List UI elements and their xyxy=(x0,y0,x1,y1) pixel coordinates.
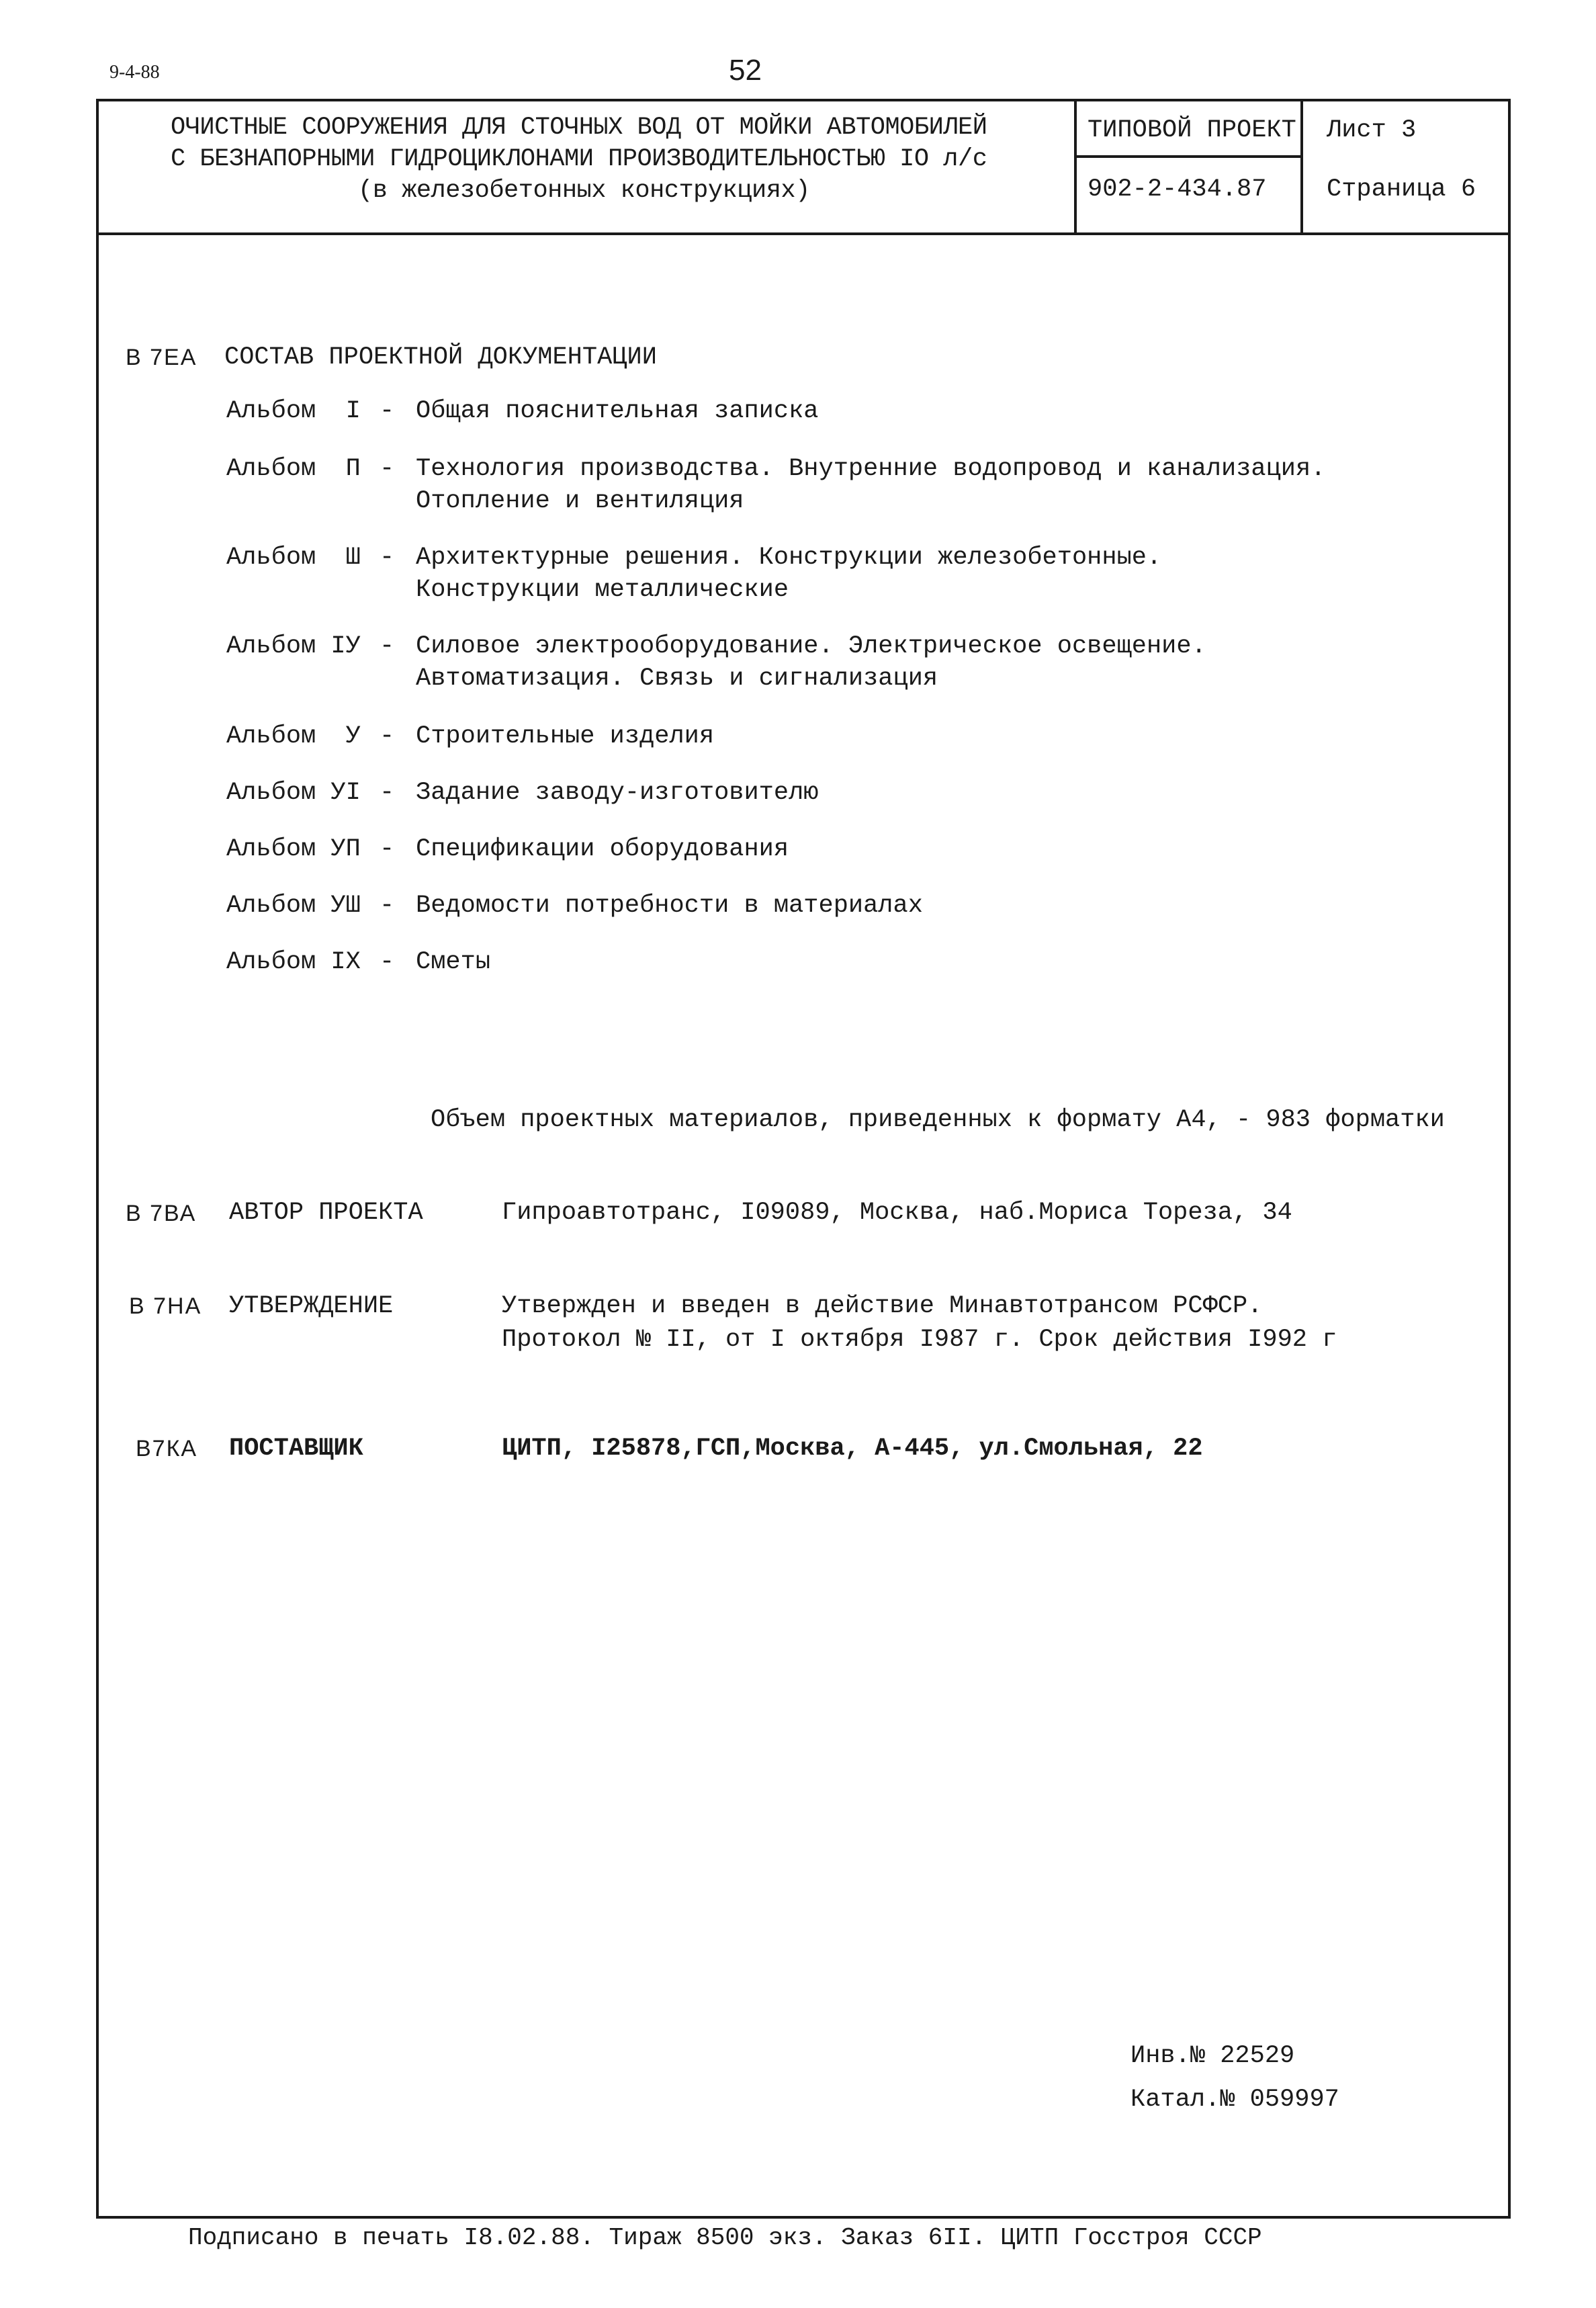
supplier-value: ЦИТП, I25878,ГСП,Москва, А-445, ул.Смольная, 22 xyxy=(502,1435,1203,1463)
title-block-divider-2 xyxy=(1300,101,1303,232)
album-description-line-1: Задание заводу-изготовителю xyxy=(416,779,819,807)
album-description-line-2: Отопление и вентиляция xyxy=(416,487,744,515)
album-description-line-1: Силовое электрооборудование. Электрическое освещение. xyxy=(416,632,1206,660)
album-dash: - xyxy=(380,779,395,807)
page-label: Страница 6 xyxy=(1327,175,1476,204)
title-block-divider-1 xyxy=(1074,101,1077,232)
print-footer: Подписано в печать I8.02.88. Тираж 8500 экз. Заказ 6II. ЦИТП Госстроя СССР xyxy=(188,2224,1262,2252)
album-name: Альбом Ш xyxy=(226,544,361,572)
album-dash: - xyxy=(380,632,395,660)
approval-code: В 7НА xyxy=(129,1293,202,1319)
album-description-line-1: Архитектурные решения. Конструкции железобетонные. xyxy=(416,544,1162,572)
album-description-line-1: Технология производства. Внутренние водопровод и канализация. xyxy=(416,455,1326,483)
album-description-line-1: Ведомости потребности в материалах xyxy=(416,892,923,920)
title-block-row-divider xyxy=(1074,155,1300,158)
album-name: Альбом УШ xyxy=(226,892,361,920)
album-name: Альбом УI xyxy=(226,779,361,807)
type-project-label: ТИПОВОЙ ПРОЕКТ xyxy=(1088,116,1296,144)
album-description-line-1: Общая пояснительная записка xyxy=(416,397,819,425)
album-name: Альбом П xyxy=(226,455,361,483)
sheet-number: Лист 3 xyxy=(1327,116,1417,144)
project-number: 902-2-434.87 xyxy=(1088,175,1267,204)
inventory-number: Инв.№ 22529 xyxy=(1130,2042,1295,2070)
album-description-line-2: Автоматизация. Связь и сигнализация xyxy=(416,665,938,693)
album-description-line-1: Строительные изделия xyxy=(416,722,715,751)
approval-line-1: Утвержден и введен в действие Минавтотрансом РСФСР. xyxy=(502,1292,1263,1320)
album-dash: - xyxy=(380,455,395,483)
album-dash: - xyxy=(380,397,395,425)
composition-heading: СОСТАВ ПРОЕКТНОЙ ДОКУМЕНТАЦИИ xyxy=(224,343,657,372)
volume-note: Объем проектных материалов, приведенных к формату А4, - 983 форматки xyxy=(431,1106,1445,1134)
album-name: Альбом У xyxy=(226,722,361,751)
album-name: Альбом IУ xyxy=(226,632,361,660)
album-description-line-1: Спецификации оборудования xyxy=(416,835,789,863)
page-number: 52 xyxy=(729,54,762,87)
project-title-line-3: (в железобетонных конструкциях) xyxy=(358,177,810,205)
composition-code: В 7ЕА xyxy=(126,345,197,370)
album-description-line-1: Сметы xyxy=(416,948,491,976)
catalog-number: Катал.№ 059997 xyxy=(1130,2086,1339,2114)
supplier-label: ПОСТАВЩИК xyxy=(229,1435,363,1463)
album-name: Альбом УП xyxy=(226,835,361,863)
album-dash: - xyxy=(380,544,395,572)
supplier-code: В7КА xyxy=(136,1436,198,1461)
album-name: Альбом I xyxy=(226,397,361,425)
approval-line-2: Протокол № II, от I октября I987 г. Срок действия I992 г xyxy=(502,1326,1337,1354)
title-block xyxy=(99,101,1508,235)
project-title-line-2: С БЕЗНАПОРНЫМИ ГИДРОЦИКЛОНАМИ ПРОИЗВОДИТЕЛЬНОСТЬЮ IO л/с xyxy=(171,145,987,173)
author-label: АВТОР ПРОЕКТА xyxy=(229,1199,423,1227)
author-value: Гипроавтотранс, I09089, Москва, наб.Мориса Тореза, 34 xyxy=(502,1199,1292,1227)
page-frame xyxy=(96,99,1511,2219)
album-dash: - xyxy=(380,722,395,751)
album-dash: - xyxy=(380,948,395,976)
album-name: Альбом IX xyxy=(226,948,361,976)
document-code: 9-4-88 xyxy=(109,62,160,83)
album-description-line-2: Конструкции металлические xyxy=(416,576,789,604)
album-dash: - xyxy=(380,892,395,920)
album-dash: - xyxy=(380,835,395,863)
approval-label: УТВЕРЖДЕНИЕ xyxy=(229,1292,394,1320)
project-title-line-1: ОЧИСТНЫЕ СООРУЖЕНИЯ ДЛЯ СТОЧНЫХ ВОД ОТ МОЙКИ АВТОМОБИЛЕЙ xyxy=(171,114,987,142)
author-code: В 7ВА xyxy=(126,1201,197,1226)
